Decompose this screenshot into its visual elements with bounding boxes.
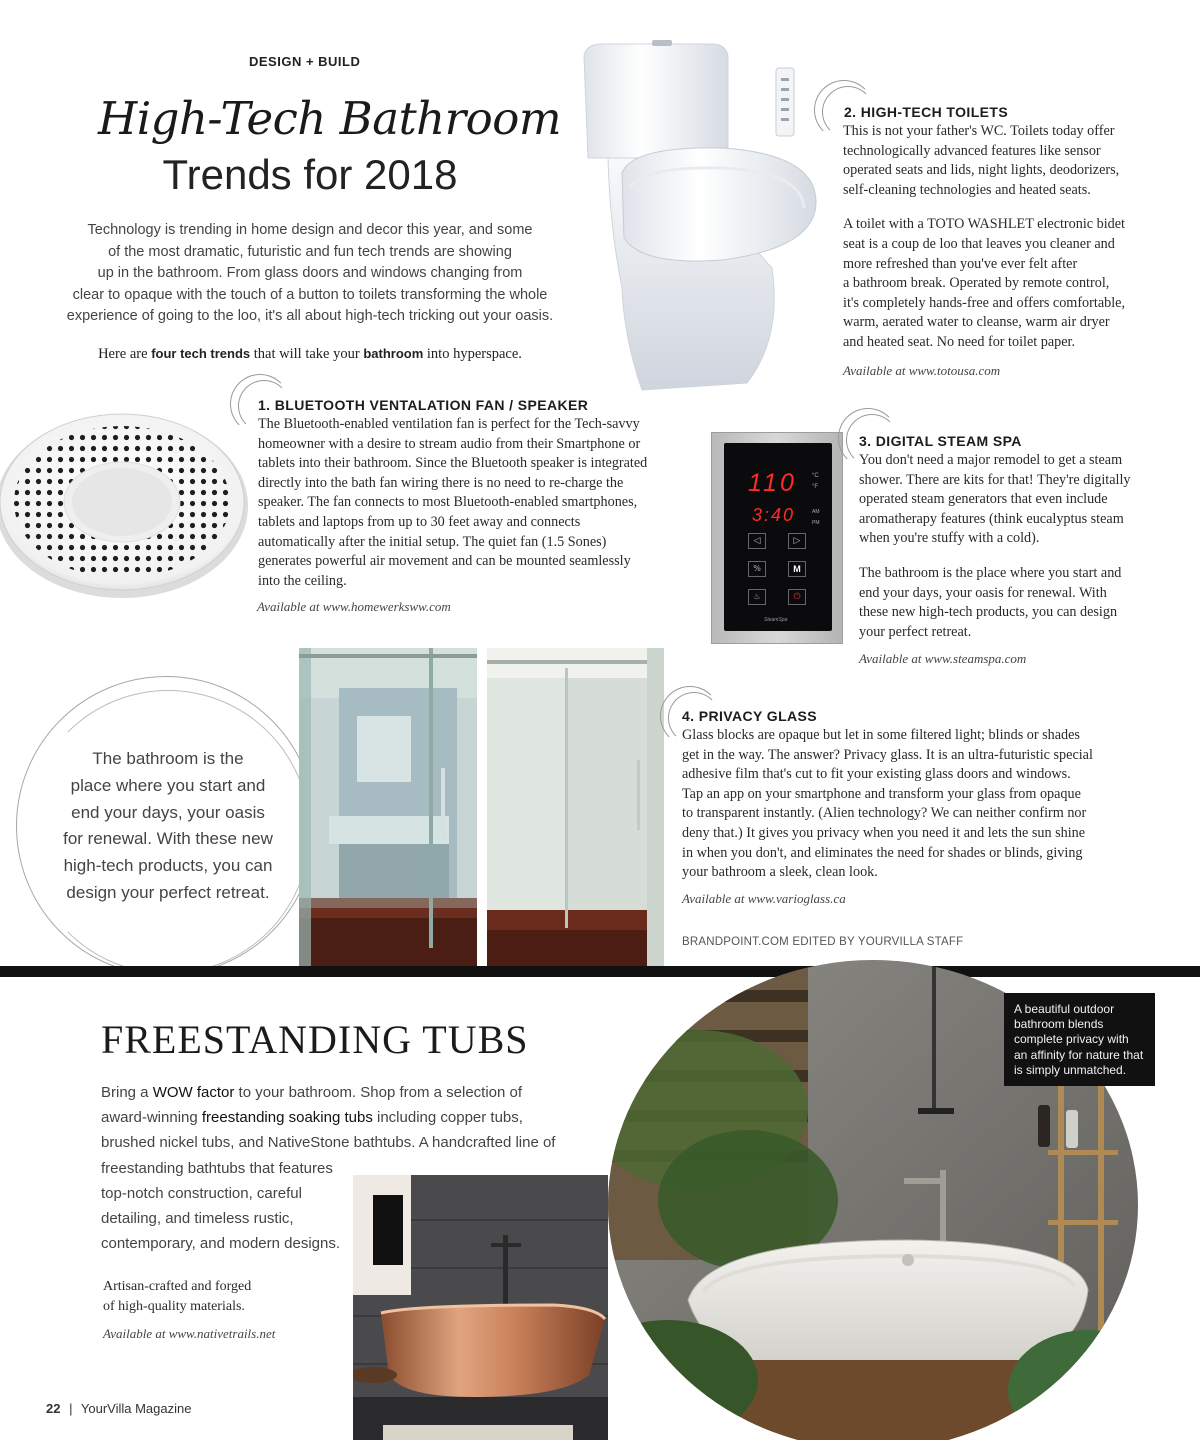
- body-line: generates powerful air movement and can be mounted seamlessly: [258, 553, 631, 570]
- tubs-availability: Available at www.nativetrails.net: [103, 1326, 276, 1341]
- body-line: freestanding bathtubs that features: [101, 1159, 333, 1177]
- body-line: This is not your father's WC. Toilets today offer: [843, 123, 1115, 139]
- body-line: these new high-tech products, you can design: [859, 604, 1118, 621]
- unit-f-label: °F: [812, 484, 819, 490]
- trend1-heading: 1. BLUETOOTH VENTALATION FAN / SPEAKER: [258, 397, 589, 413]
- am-label: AM: [812, 509, 820, 515]
- privacy-glass-clear-photo: [299, 648, 477, 966]
- time-readout: 3:40: [752, 505, 796, 525]
- trend4-body: [682, 726, 1162, 883]
- steamspa-logo: SteamSpa: [764, 617, 788, 623]
- body-line: seat is a coup de loo that leaves you cleaner and: [843, 235, 1115, 252]
- body-line: The bathroom is the place where you start and: [859, 564, 1122, 581]
- tease-bold: bathroom: [363, 346, 424, 361]
- bold-phrase: WOW factor: [152, 1084, 235, 1101]
- trend3-body: [859, 451, 1179, 642]
- page-title: High-Tech Bathroom: [98, 92, 561, 145]
- fan-speaker-photo: [0, 410, 250, 600]
- intro-line: experience of going to the loo, it's all about high-tech tricking out your oasis.: [66, 308, 554, 325]
- body-line: automatically after the initial setup. The quiet fan (1.5 Sones): [258, 533, 607, 550]
- power-icon[interactable]: ⏻: [788, 589, 806, 605]
- trend2-heading: 2. HIGH-TECH TOILETS: [844, 104, 1009, 120]
- tease-text: Here are: [98, 346, 152, 362]
- body-line: Bring a WOW factor to your bathroom. Shop from a selection of: [101, 1084, 523, 1101]
- temp-mode-button[interactable]: %: [748, 561, 766, 577]
- body-line: and heated seat. No need for toilet paper.: [843, 333, 1076, 350]
- body-line: A toilet with a TOTO WASHLET electronic bidet: [843, 216, 1126, 233]
- body-line: award-winning freestanding soaking tubs including copper tubs,: [101, 1109, 523, 1127]
- pullquote-line: for renewal. With these new: [63, 829, 273, 849]
- intro-line: Technology is trending in home design and decor this year, and some: [87, 222, 533, 238]
- trend4-heading: 4. PRIVACY GLASS: [682, 708, 818, 724]
- pullquote-line: high-tech products, you can: [63, 856, 273, 876]
- body-line: to transparent instantly. (Alien technology? We can neither confirm nor: [682, 805, 1087, 822]
- m-button[interactable]: M: [788, 561, 806, 577]
- pm-label: PM: [812, 520, 820, 526]
- pullquote: [30, 746, 306, 907]
- intro-line: of the most dramatic, futuristic and fun tech trends are showing: [108, 243, 512, 260]
- body-line: aromatherapy features (think eucalyptus steam: [859, 510, 1124, 527]
- body-line: directly into the bath fan wiring there is no need to re-charge the: [258, 474, 624, 491]
- body-line: speaker. The fan connects to most Bluetooth-enabled smartphones,: [258, 494, 638, 511]
- body-line: operated seats and lids, night lights, deodorizers,: [843, 162, 1120, 179]
- body-line: homeowner with a desire to stream audio from their Smartphone or: [258, 435, 641, 452]
- trend2-availability: Available at www.totousa.com: [843, 363, 1001, 378]
- body-line: deny that.) It gives you privacy when you need it and lets the sun shine: [682, 824, 1086, 841]
- body-line: when you're stuffy with a cold).: [859, 530, 1040, 547]
- tease-bold: four tech trends: [151, 346, 251, 361]
- trend3-heading: 3. DIGITAL STEAM SPA: [859, 433, 1022, 449]
- caption-line: A beautiful outdoor: [1014, 1002, 1115, 1016]
- right-arrow-button[interactable]: ▷: [788, 533, 806, 549]
- body-line: tablets into their bathroom. Since the Bluetooth speaker is integrated: [258, 455, 648, 472]
- aroma-button[interactable]: ♨: [748, 589, 766, 605]
- body-line: warm, aerated water to cleanse, warm air dryer: [843, 314, 1110, 331]
- caption-line: complete privacy with: [1014, 1032, 1129, 1047]
- body-line: adhesive film that's cut to fit your existing glass doors and windows.: [682, 766, 1071, 783]
- body-line: brushed nickel tubs, and NativeStone bathtubs. A handcrafted line of: [101, 1134, 556, 1152]
- temperature-readout: 110: [748, 469, 797, 497]
- intro-paragraph: [40, 220, 580, 328]
- caption-line: is simply unmatched.: [1014, 1062, 1127, 1077]
- body-line: tablets and laptops from up to 30 feet away and connects: [258, 513, 581, 530]
- caption-line: Artisan-crafted and forged: [103, 1279, 252, 1294]
- body-line: You don't need a major remodel to get a steam: [859, 452, 1123, 468]
- bold-phrase: freestanding soaking tubs: [201, 1109, 373, 1127]
- page-footer: [46, 1401, 191, 1416]
- body-line: get in the way. The answer? Privacy glass. It is an ultra-futuristic special: [682, 746, 1093, 763]
- intro-line: up in the bathroom. From glass doors and windows changing from: [97, 265, 523, 282]
- trend3-availability: Available at www.steamspa.com: [859, 651, 1027, 666]
- body-line: The Bluetooth-enabled ventilation fan is perfect for the Tech-savvy: [258, 416, 640, 432]
- footer-separator: |: [69, 1401, 73, 1416]
- toilet-photo: [572, 38, 822, 398]
- trend4-availability: Available at www.varioglass.ca: [682, 891, 846, 906]
- intro-tease: [0, 346, 620, 363]
- pullquote-line: design your perfect retreat.: [66, 882, 270, 902]
- privacy-glass-frosted-photo: [487, 648, 664, 966]
- tease-text: into hyperspace.: [423, 346, 522, 362]
- unit-c-label: °C: [812, 473, 819, 479]
- magazine-name: YourVilla Magazine: [80, 1401, 192, 1416]
- pullquote-line: The bathroom is the: [92, 749, 244, 768]
- article-credit: BRANDPOINT.COM EDITED BY YOURVILLA STAFF: [682, 936, 964, 948]
- body-line: in when you don't, and eliminates the need for shades or blinds, giving: [682, 844, 1083, 861]
- body-line: your perfect retreat.: [859, 623, 972, 640]
- pullquote-line: place where you start and: [70, 775, 266, 795]
- body-line: end your days, your oasis for renewal. With: [859, 584, 1107, 601]
- body-line: top-notch construction, careful: [101, 1184, 302, 1202]
- body-line: shower. There are kits for that! They're digitally: [859, 471, 1131, 488]
- photo-caption-box: [1004, 993, 1155, 1086]
- trend1-body: [258, 415, 678, 591]
- body-line: a bathroom break. Operated by remote control,: [843, 275, 1110, 292]
- tease-text: that will take your: [250, 346, 364, 362]
- tubs-title: FREESTANDING TUBS: [101, 1017, 529, 1062]
- trend2-body: [843, 122, 1173, 353]
- body-line: contemporary, and modern designs.: [101, 1235, 341, 1253]
- left-arrow-button[interactable]: ◁: [748, 533, 766, 549]
- body-line: operated steam generators that even include: [859, 491, 1108, 508]
- body-line: it's completely hands-free and offers comfortable,: [843, 294, 1125, 311]
- steam-spa-control-panel: [711, 432, 843, 644]
- body-line: detailing, and timeless rustic,: [101, 1210, 294, 1228]
- body-line: self-cleaning technologies and heated seats.: [843, 181, 1091, 198]
- body-line: more refreshed than you've ever felt after: [843, 255, 1078, 272]
- body-line: Glass blocks are opaque but let in some filtered light; blinds or shades: [682, 727, 1080, 743]
- section-kicker: DESIGN + BUILD: [249, 54, 361, 69]
- caption-line: of high-quality materials.: [103, 1298, 245, 1314]
- body-line: your bathroom a sleek, clean look.: [682, 864, 878, 881]
- intro-line: clear to opaque with the touch of a button to toilets transforming the whole: [72, 286, 548, 303]
- caption-line: bathroom blends: [1014, 1017, 1104, 1032]
- page-subtitle: Trends for 2018: [162, 151, 458, 198]
- body-line: Tap an app on your smartphone and transform your glass from opaque: [682, 785, 1081, 802]
- pullquote-line: end your days, your oasis: [71, 802, 265, 822]
- tubs-caption: [103, 1277, 251, 1316]
- caption-line: an affinity for nature that: [1014, 1047, 1144, 1062]
- copper-tub-photo: [353, 1175, 608, 1440]
- trend1-availability: Available at www.homewerksww.com: [257, 599, 451, 614]
- section-divider: [0, 966, 1200, 977]
- body-line: into the ceiling.: [258, 572, 347, 589]
- page-number: 22: [46, 1401, 61, 1416]
- body-line: technologically advanced features like sensor: [843, 142, 1101, 159]
